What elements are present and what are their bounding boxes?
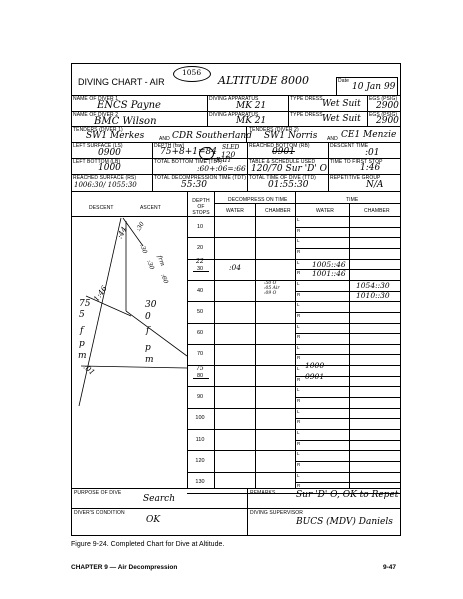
depth-value: 75+8+1=84 [160, 147, 217, 157]
depth-stop-label: 80 [196, 372, 204, 379]
hand-f1: f [80, 326, 84, 336]
condition-label: DIVER'S CONDITION [74, 510, 125, 516]
time-22-r: 1001::46 [312, 269, 346, 278]
ts-value: 120/70 Sur 'D' O [251, 164, 328, 174]
ascent-header: ASCENT [140, 205, 161, 211]
diver1-app: MK 21 [236, 101, 267, 111]
hand-t30a: :30 [134, 220, 146, 233]
hand-m1: m [78, 351, 87, 361]
diver2-app-label: DIVING APPARATUS [209, 112, 259, 118]
tfs-label: TIME TO FIRST STOP [330, 159, 383, 165]
depth-30-alt: 22 [196, 258, 204, 265]
tdt-label: TOTAL DECOMPRESSION TIME (TDT) [154, 175, 246, 181]
depth-stop-label: 10 [196, 223, 204, 230]
time-marker: L [297, 344, 300, 350]
hand-n75: 75 [79, 299, 91, 309]
tenders2-label: TENDERS (DIVER 2) [249, 127, 299, 133]
rg-value: N/A [366, 180, 384, 190]
time-marker: R [297, 334, 301, 340]
tdt-value: 55:30 [181, 180, 207, 190]
time-split-line [295, 333, 401, 334]
depth-alt: 120 [221, 150, 236, 159]
purpose-label: PURPOSE OF DIVE [74, 490, 122, 496]
remarks-value: Sur 'D' O, OK to Repet [296, 490, 399, 500]
depth-row-line [187, 323, 401, 324]
tenders1-and: AND [159, 136, 170, 142]
ls-value: 0900 [98, 148, 121, 158]
time-marker: L [297, 238, 300, 244]
hand-n5: 5 [79, 310, 85, 320]
time-split-line [295, 461, 401, 462]
diver2-label: NAME OF DIVER 2 [73, 112, 119, 118]
depth-row-line [187, 344, 401, 345]
depth-row-line [187, 386, 401, 387]
time-marker: R [297, 312, 301, 318]
depth-stop-label: 120 [195, 457, 205, 464]
depth-row-line [187, 408, 401, 409]
lb-label: LEFT BOTTOM (LB) [73, 159, 121, 165]
footer-chapter: CHAPTER 9 — Air Decompression [71, 564, 178, 571]
depth-stop-label: 20 [196, 244, 204, 251]
tender1b: CDR Southerland [172, 131, 252, 141]
purpose-value: Search [143, 494, 175, 504]
diver2-dress-label: TYPE DRESS [290, 112, 323, 118]
time-split-line [295, 269, 401, 270]
hand-t01: :01 [81, 362, 97, 377]
diver2-app: MK 21 [236, 116, 267, 126]
depth-stop-label: 60 [196, 330, 204, 337]
depth-stop-label: 50 [196, 308, 204, 315]
rb-value: 0901 [272, 147, 295, 157]
depth-stop-label: 70 [196, 351, 204, 358]
time-marker: R [297, 227, 301, 233]
time-split-line [295, 418, 401, 419]
time-header: TIME [346, 197, 359, 203]
depth-80-alt: 75 [196, 365, 204, 372]
time-marker: L [297, 430, 300, 435]
hand-t30b: :30 [138, 243, 149, 255]
time-marker: R [297, 355, 301, 361]
time-split-line [295, 397, 401, 398]
time-22-l: 1005::46 [312, 260, 346, 269]
time-marker: L [297, 366, 300, 372]
diver1-egs-label: EGS (PSIG) [369, 96, 398, 102]
hand-p2: p [145, 343, 151, 353]
time-75-r: 0901 [305, 372, 325, 381]
ttd-value: 01:55:30 [268, 180, 309, 190]
sled-note: SLED [222, 144, 240, 151]
tbt-value: :60+:06=:66 [197, 164, 246, 173]
diver2-egs-label: EGS (PSIG) [369, 112, 398, 118]
rg-label: REPETITIVE GROUP [330, 175, 381, 181]
hand-f2: f [146, 326, 150, 336]
hand-n30: 30 [145, 300, 157, 310]
diver1-label: NAME OF DIVER 1 [73, 96, 119, 102]
hand-t60: :60 [159, 273, 170, 285]
time-marker: L [297, 280, 300, 286]
supervisor-value: BUCS (MDV) Daniels [296, 517, 393, 527]
diver2-egs: 2900 [376, 116, 399, 126]
tfs-value: 1:46 [360, 163, 381, 173]
diver1-dress: Wet Suit [322, 99, 361, 109]
depth-stop-label: 110 [195, 436, 205, 443]
diver1-egs: 2900 [376, 101, 399, 111]
descent-ascent-drawing [71, 216, 187, 416]
diver2-dress: Wet Suit [322, 114, 361, 124]
remarks-label: REMARKS [250, 490, 276, 496]
lb-value: 1000 [98, 163, 121, 173]
depth-row-line [187, 301, 401, 302]
tenders1-label: TENDERS (DIVER 1) [73, 127, 123, 133]
time-marker: R [297, 376, 301, 382]
time-marker: R [297, 440, 301, 446]
descent-time-label: DESCENT TIME [330, 143, 369, 149]
diver1-dress-label: TYPE DRESS [290, 96, 323, 102]
tender2b: CE1 Menzie [341, 130, 397, 140]
time-75-l: 1000 [305, 361, 325, 370]
rs-value: 1006:30/ 1055:30 [74, 181, 137, 189]
condition-value: OK [146, 515, 161, 525]
stop-40-chamber: :50 O :05 Air :09 O [264, 281, 280, 296]
ts-label: TABLE & SCHEDULE USED [249, 159, 316, 165]
diver1-app-label: DIVING APPARATUS [209, 96, 259, 102]
depth-of-stops-header: DEPTH OF STOPS [192, 198, 210, 216]
time-split-line [295, 248, 401, 249]
time-marker: R [297, 419, 301, 425]
ttd-label: TOTAL TIME OF DIVE (TTD) [249, 175, 316, 181]
time-40-r: 1010::30 [356, 291, 390, 300]
time-marker: R [297, 483, 301, 489]
time-marker: L [297, 302, 300, 308]
tbt-label: TOTAL BOTTOM TIME (TBT) [154, 159, 222, 165]
chamber2-header: CHAMBER [364, 208, 390, 214]
time-marker: L [297, 259, 300, 265]
date-label: Date [338, 78, 349, 84]
hand-t30c: :30 [145, 259, 156, 271]
depth-stop-label: 90 [196, 394, 204, 401]
hand-t44: :44 [114, 225, 129, 241]
tender1a: SW1 Merkes [86, 131, 145, 141]
time-split-line [295, 312, 401, 313]
time-marker: L [297, 472, 300, 478]
hand-m2: m [145, 355, 154, 365]
date-value: 10 Jan 99 [352, 82, 396, 92]
decompress-header: DECOMPRESS ON TIME [228, 197, 288, 203]
footer-page: 9-47 [383, 564, 397, 571]
time-marker: L [297, 387, 300, 393]
descent-header: DESCENT [89, 205, 114, 211]
depth-row-line [187, 429, 401, 430]
time-split-line [295, 227, 401, 228]
depth-stop-label: 130 [195, 479, 205, 486]
altitude: ALTITUDE 8000 [218, 74, 309, 87]
time-split-line [295, 354, 401, 355]
water-header: WATER [226, 208, 244, 214]
depth-row-line [187, 365, 401, 366]
time-40-l: 1054::30 [356, 281, 390, 290]
stop-22-water: :04 [229, 263, 242, 272]
depth-stop-label: 40 [196, 287, 204, 294]
supervisor-label: DIVING SUPERVISOR [250, 510, 304, 516]
chamber-header: CHAMBER [265, 208, 291, 214]
ls-label: LEFT SURFACE (LS) [73, 143, 123, 149]
time-marker: R [297, 248, 301, 254]
time-marker: L [297, 323, 300, 329]
depth-row-line [187, 237, 401, 238]
hand-p1: p [79, 339, 85, 349]
hand-t46: 1:46 [91, 284, 109, 304]
tenders2-and: AND [327, 136, 338, 142]
time-split-line [295, 482, 401, 483]
hand-n0: 0 [145, 312, 151, 322]
depth-row-line [187, 472, 401, 473]
time-marker: L [297, 408, 300, 414]
rait-note: RAIT [216, 157, 232, 164]
rs-label: REACHED SURFACE (RS) [73, 175, 137, 181]
tender2a: SW1 Norris [264, 131, 318, 141]
chart-title: DIVING CHART - AIR [78, 77, 165, 87]
depth-row-line [187, 450, 401, 451]
time-split-line [295, 440, 401, 441]
diver2-name: BMC Wilson [94, 116, 157, 127]
time-marker: R [297, 461, 301, 467]
depth-stop-label: 30 [196, 266, 204, 273]
figure-caption: Figure 9-24. Completed Chart for Dive at Altitude. [71, 541, 225, 548]
chart-number: 1056 [182, 68, 202, 77]
depth-label: DEPTH (fsw) [154, 143, 185, 149]
rb-label: REACHED BOTTOM (RB) [249, 143, 310, 149]
time-marker: L [297, 217, 300, 222]
depth-stop-label: 100 [195, 415, 205, 422]
descent-time: :01 [365, 148, 380, 158]
time-marker: R [297, 270, 301, 276]
depth-row-line [187, 259, 401, 260]
time-marker: R [297, 398, 301, 404]
diver1-name: ENCS Payne [97, 100, 161, 111]
water2-header: WATER [316, 208, 334, 214]
time-marker: L [297, 451, 300, 457]
hand-frm: frm [155, 254, 166, 268]
time-marker: R [297, 291, 301, 297]
